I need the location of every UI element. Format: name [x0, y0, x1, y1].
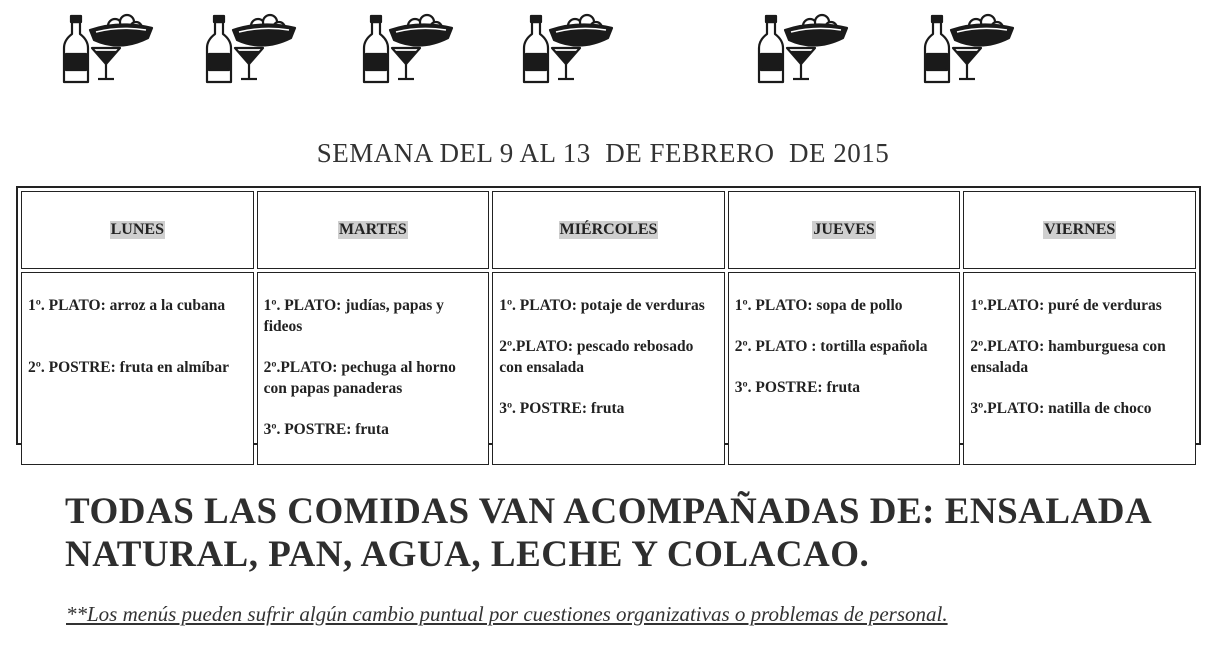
- day-header-lunes: [21, 191, 254, 269]
- day-name: MIÉRCOLES: [559, 221, 658, 238]
- day-header-miercoles: [492, 191, 725, 269]
- menu-item: 1º. PLATO: potaje de verduras: [499, 297, 705, 314]
- menu-cell-viernes: [963, 272, 1196, 465]
- menu-item: 3º. POSTRE: fruta: [734, 379, 861, 396]
- weekly-menu-table: [16, 186, 1201, 445]
- menu-item: 2º. POSTRE: fruta en almíbar: [28, 359, 230, 376]
- day-name: LUNES: [110, 221, 164, 238]
- menu-cell-lunes: [21, 272, 254, 465]
- page-title: SEMANA DEL 9 AL 13 DE FEBRERO DE 2015: [316, 138, 890, 168]
- day-header-jueves: [728, 191, 961, 269]
- bottle-glass-bowl-icon: [520, 8, 620, 88]
- day-name: JUEVES: [813, 221, 875, 238]
- menu-item: 2º.PLATO: hamburguesa con ensalada: [970, 338, 1166, 376]
- day-name: MARTES: [338, 221, 407, 238]
- day-header-viernes: [963, 191, 1196, 269]
- menu-item: 2º.PLATO: pechuga al horno con papas panaderas: [263, 359, 456, 397]
- menu-item: 2º. PLATO : tortilla española: [734, 338, 928, 355]
- menu-item: 3º. POSTRE: fruta: [263, 421, 389, 438]
- bottle-glass-bowl-icon: [755, 8, 855, 88]
- menu-cell-martes: [257, 272, 490, 465]
- day-header-martes: [257, 191, 490, 269]
- bottle-glass-bowl-icon: [203, 8, 303, 88]
- bottle-glass-bowl-icon: [60, 8, 160, 88]
- bottle-glass-bowl-icon: [360, 8, 460, 88]
- menu-cell-miercoles: [492, 272, 725, 465]
- menu-item: 2º.PLATO: pescado rebosado con ensalada: [499, 338, 694, 376]
- menu-item: 3º. POSTRE: fruta: [499, 400, 625, 417]
- bottle-glass-bowl-icon: [921, 8, 1021, 88]
- menu-item: 1º.PLATO: puré de verduras: [970, 297, 1162, 314]
- menu-item: 1º. PLATO: sopa de pollo: [734, 297, 903, 314]
- menu-item: 1º. PLATO: arroz a la cubana: [28, 297, 226, 314]
- menu-item: 1º. PLATO: judías, papas y fideos: [263, 297, 444, 335]
- accompaniments-note: TODAS LAS COMIDAS VAN ACOMPAÑADAS DE: ENSALADA NATURAL, PAN, AGUA, LECHE Y COLACAO.: [65, 491, 1151, 575]
- menu-cell-jueves: [728, 272, 961, 465]
- icon-row: [0, 8, 1226, 88]
- disclaimer-footnote: **Los menús pueden sufrir algún cambio puntual por cuestiones organizativas o problemas de personal.: [66, 602, 948, 626]
- menu-item: 3º.PLATO: natilla de choco: [970, 400, 1152, 417]
- day-name: VIERNES: [1044, 221, 1116, 238]
